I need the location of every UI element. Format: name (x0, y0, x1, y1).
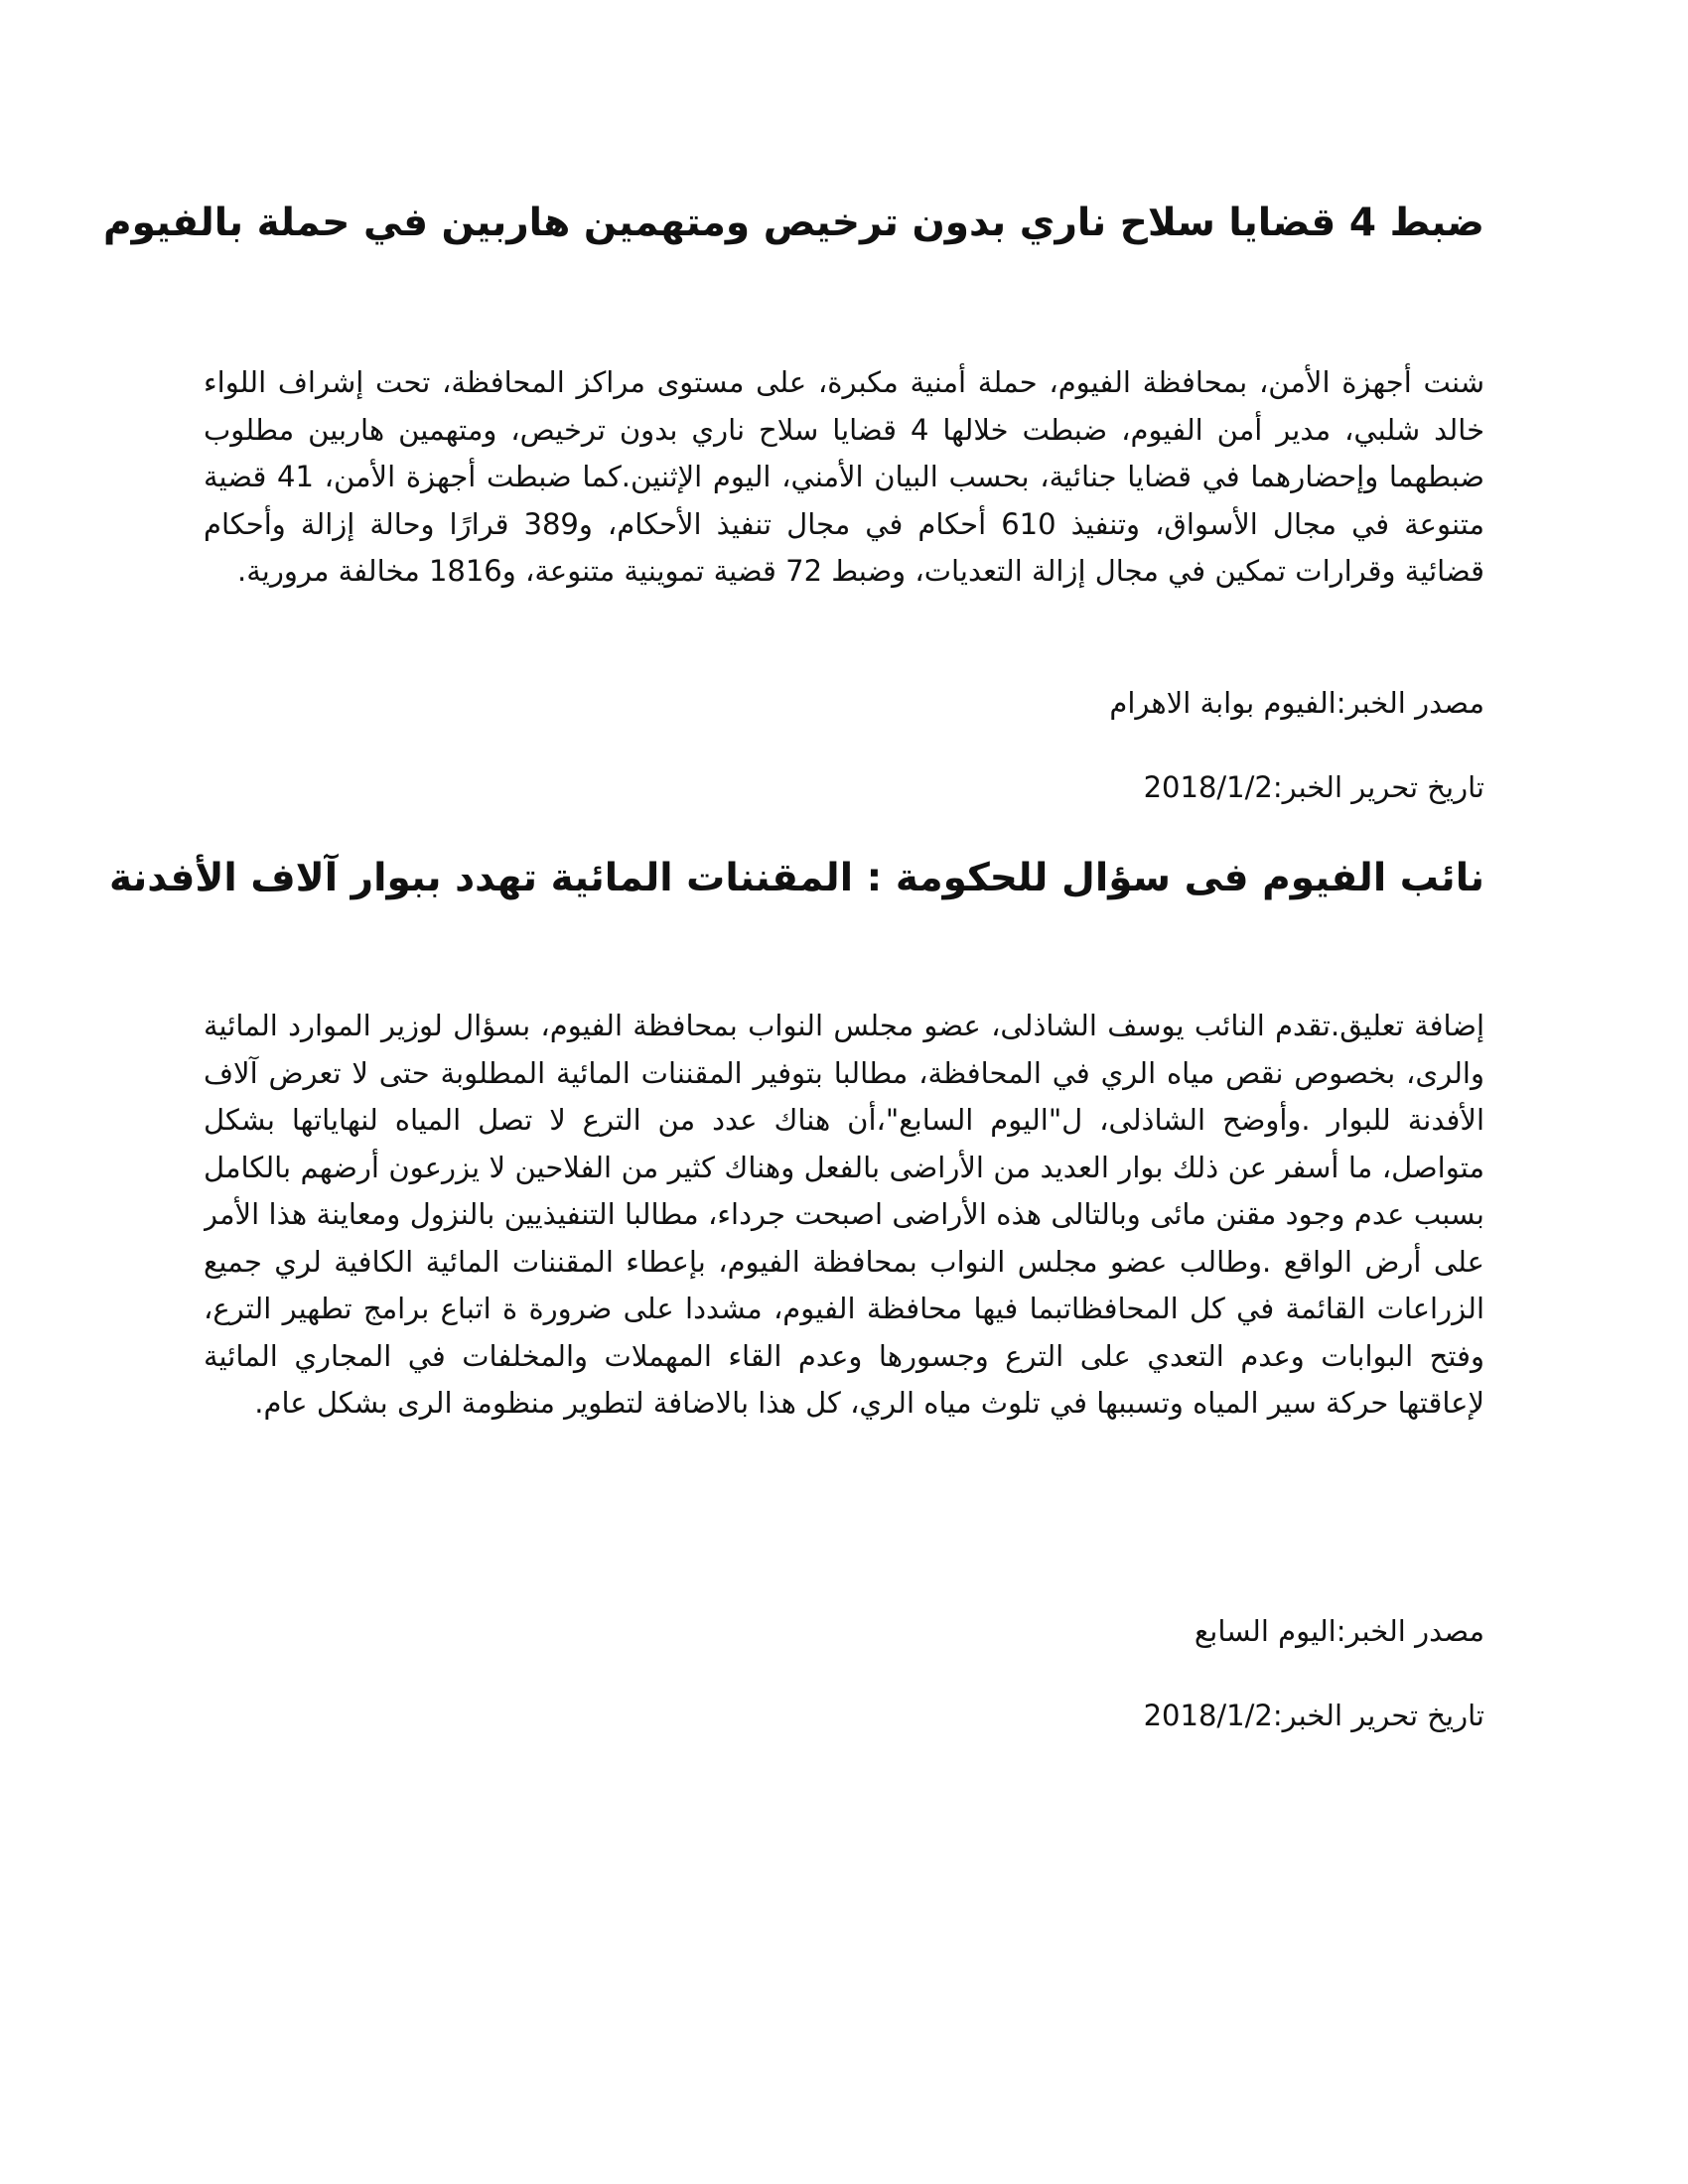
news-article (103, 194, 1484, 811)
article-source: مصدر الخبر:اليوم السابع (1194, 1614, 1484, 1648)
article-headline: ضبط 4 قضايا سلاح ناري بدون ترخيص ومتهمين هاربين في حملة بالفيوم (103, 201, 1484, 245)
article-date: تاريخ تحرير الخبر:2018/1/2 (1143, 1699, 1484, 1732)
news-article (109, 849, 1484, 1739)
article-headline: نائب الفيوم فى سؤال للحكومة : المقننات المائية تهدد ببوار آلاف الأفدنة (109, 856, 1484, 900)
article-body: إضافة تعليق.تقدم النائب يوسف الشاذلى، عضو مجلس النواب بمحافظة الفيوم، بسؤال لوزير الموارد المائية والرى، بخصوص نقص مياه الري في المحافظة، مطالبا بتوفير المقننات المائية المطلوبة حتى لا تعرض آلاف الأفدنة للبوار .وأوضح الشاذلى، ل"اليوم السابع"،أن هناك عدد من الترع لا تصل المياه لنهاياتها بشكل متواصل، ما أسفر عن ذلك بوار العديد من الأراضى بالفعل وهناك كثير من الفلاحين لا يزرعون أرضهم بالكامل بسبب عدم وجود مقنن مائى وبالتالى هذه الأراضى اصبحت جرداء، مطالبا التنفيذيين بالنزول ومعاينة هذا الأمر على أرض الواقع .وطالب عضو مجلس النواب بمحافظة الفيوم، بإعطاء المقننات المائية الكافية لري جميع الزراعات القائمة في كل المحافظاتبما فيها محافظة الفيوم، مشددا على ضرورة ة اتباع برامج تطهير الترع، وفتح البوابات وعدم التعدي على الترع وجسورها وعدم القاء المهملات والمخلفات في المجاري المائية لإعاقتها حركة سير المياه وتسببها في تلوث مياه الري، كل هذا بالاضافة لتطوير منظومة الرى بشكل عام. (204, 1009, 1484, 1420)
article-body: شنت أجهزة الأمن، بمحافظة الفيوم، حملة أمنية مكبرة، على مستوى مراكز المحافظة، تحت إشراف اللواء خالد شلبي، مدير أمن الفيوم، ضبطت خلالها 4 قضايا سلاح ناري بدون ترخيص، ومتهمين هاربين مطلوب ضبطهما وإحضارهما في قضايا جنائية، بحسب البيان الأمني، اليوم الإثنين.كما ضبطت أجهزة الأمن، 41 قضية متنوعة في مجال الأسواق، وتنفيذ 610 أحكام في مجال تنفيذ الأحكام، و389 قرارًا وحالة إزالة وأحكام قضائية وقرارات تمكين في مجال إزالة التعديات، وضبط 72 قضية تموينية متنوعة، و1816 مخالفة مرورية. (204, 365, 1484, 588)
article-date: تاريخ تحرير الخبر:2018/1/2 (1143, 770, 1484, 804)
article-source: مصدر الخبر:الفيوم بوابة الاهرام (1109, 686, 1484, 720)
